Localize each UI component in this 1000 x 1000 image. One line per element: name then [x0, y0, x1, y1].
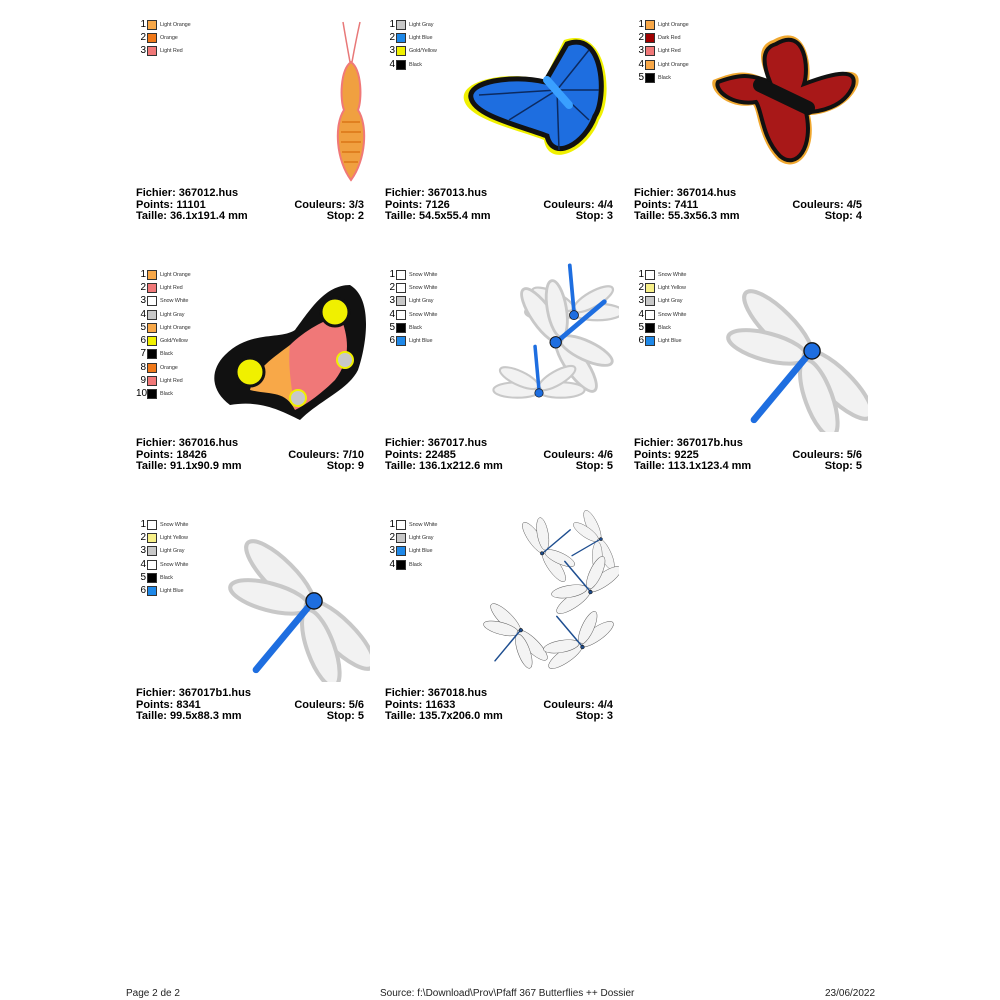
stop-count: Stop: 5 [824, 460, 862, 472]
design-card-caterpillar [130, 10, 370, 230]
stop-count: Stop: 4 [824, 210, 862, 222]
color-swatch [396, 46, 406, 56]
legend-row [634, 295, 686, 308]
stitch-points: Points: 18426 [136, 448, 207, 461]
color-name: Light Yellow [160, 534, 188, 541]
legend-row [634, 268, 686, 281]
color-swatch [396, 336, 406, 346]
legend-row [136, 31, 191, 44]
color-index: 10 [136, 388, 148, 400]
color-name: Light Blue [658, 338, 682, 345]
color-index: 9 [140, 375, 146, 387]
color-swatch [147, 33, 157, 43]
file-name: Fichier: 367017.hus [385, 437, 488, 449]
color-name: Light Blue [160, 588, 184, 595]
legend-row [385, 31, 437, 44]
color-index: 4 [638, 308, 644, 320]
legend-row [136, 321, 191, 334]
design-info [634, 188, 862, 223]
color-index: 1 [140, 18, 146, 30]
color-count: Couleurs: 4/5 [792, 198, 862, 211]
stitch-points: Points: 9225 [634, 448, 699, 461]
color-swatch [396, 546, 406, 556]
blue-butterfly-icon [449, 10, 619, 182]
legend-row [634, 45, 689, 58]
color-swatch [396, 33, 406, 43]
source-path: Source: f:\Download\Prov\Pfaff 367 Butterflies ++ Dossier [380, 988, 635, 999]
color-name: Light Orange [658, 21, 689, 28]
color-index: 2 [389, 31, 395, 43]
color-name: Light Gray [409, 534, 434, 541]
stitch-points: Points: 7126 [385, 198, 450, 211]
color-index: 5 [140, 571, 146, 583]
color-index: 2 [638, 31, 644, 43]
design-size: Taille: 36.1x191.4 mm [136, 210, 248, 222]
design-card-dragonfly [130, 510, 370, 730]
legend-row [136, 571, 188, 584]
color-swatch [645, 296, 655, 306]
color-name: Light Orange [160, 271, 191, 278]
legend-row [136, 18, 191, 31]
print-date: 23/06/2022 [825, 988, 876, 999]
color-index: 3 [140, 295, 146, 307]
color-swatch [147, 533, 157, 543]
color-legend [634, 18, 689, 84]
color-index: 1 [140, 268, 146, 280]
color-name: Light Yellow [658, 284, 686, 291]
color-name: Snow White [160, 561, 189, 568]
color-name: Snow White [658, 311, 687, 318]
file-name: Fichier: 367013.hus [385, 187, 488, 199]
color-swatch [147, 296, 157, 306]
color-swatch [147, 520, 157, 530]
color-swatch [396, 310, 406, 320]
color-index: 4 [638, 58, 644, 70]
color-legend [136, 518, 188, 598]
color-swatch [645, 33, 655, 43]
legend-row [136, 308, 191, 321]
color-swatch [645, 73, 655, 83]
design-card-dragonfly-swarm [379, 510, 619, 730]
design-info [634, 438, 862, 473]
stitch-points: Points: 11633 [385, 698, 456, 711]
color-name: Snow White [409, 521, 438, 528]
legend-row [634, 18, 689, 31]
legend-row [634, 321, 686, 334]
color-name: Snow White [409, 271, 438, 278]
file-name: Fichier: 367017b.hus [634, 437, 743, 449]
color-index: 2 [638, 281, 644, 293]
color-index: 3 [638, 295, 644, 307]
color-index: 3 [389, 45, 395, 57]
color-swatch [147, 270, 157, 280]
color-index: 2 [140, 281, 146, 293]
legend-row [634, 58, 689, 71]
stitch-points: Points: 8341 [136, 698, 201, 711]
caterpillar-icon [200, 10, 370, 182]
legend-row [385, 531, 437, 544]
color-count: Couleurs: 5/6 [294, 698, 364, 711]
color-name: Black [160, 391, 173, 398]
color-swatch [396, 323, 406, 333]
design-size: Taille: 91.1x90.9 mm [136, 460, 242, 472]
color-index: 1 [389, 18, 395, 30]
color-index: 2 [140, 31, 146, 43]
color-legend [136, 268, 191, 401]
red-butterfly-icon [698, 10, 868, 182]
color-swatch [396, 283, 406, 293]
color-swatch [396, 20, 406, 30]
color-index: 3 [140, 45, 146, 57]
color-count: Couleurs: 3/3 [294, 198, 364, 211]
color-name: Light Blue [409, 34, 433, 41]
color-index: 6 [140, 585, 146, 597]
color-legend [136, 18, 191, 58]
color-swatch [147, 573, 157, 583]
color-count: Couleurs: 5/6 [792, 448, 862, 461]
legend-row [136, 545, 188, 558]
legend-row [136, 531, 188, 544]
color-index: 8 [140, 361, 146, 373]
color-index: 3 [638, 45, 644, 57]
legend-row [136, 281, 191, 294]
color-index: 5 [389, 321, 395, 333]
color-index: 3 [389, 545, 395, 557]
color-legend [634, 268, 686, 348]
color-name: Light Orange [658, 61, 689, 68]
design-size: Taille: 55.3x56.3 mm [634, 210, 740, 222]
design-info [385, 188, 613, 223]
color-name: Gold/Yellow [409, 48, 437, 55]
color-swatch [396, 296, 406, 306]
color-name: Snow White [409, 311, 438, 318]
color-name: Light Gray [409, 298, 434, 305]
color-index: 1 [638, 268, 644, 280]
color-swatch [147, 20, 157, 30]
color-index: 1 [140, 518, 146, 530]
design-size: Taille: 135.7x206.0 mm [385, 710, 503, 722]
color-swatch [147, 560, 157, 570]
color-name: Light Gray [160, 311, 185, 318]
legend-row [136, 348, 191, 361]
color-name: Snow White [160, 298, 189, 305]
design-card-red-butterfly [628, 10, 868, 230]
color-index: 3 [389, 295, 395, 307]
legend-row [385, 321, 437, 334]
color-swatch [396, 270, 406, 280]
color-name: Snow White [409, 284, 438, 291]
three-dragonflies-icon [449, 260, 619, 432]
legend-row [136, 558, 188, 571]
legend-row [385, 295, 437, 308]
design-size: Taille: 99.5x88.3 mm [136, 710, 242, 722]
color-index: 4 [389, 558, 395, 570]
legend-row [136, 374, 191, 387]
legend-row [385, 518, 437, 531]
color-index: 6 [140, 335, 146, 347]
color-name: Light Gray [409, 21, 434, 28]
color-swatch [645, 20, 655, 30]
dragonfly-swarm-icon [449, 510, 619, 682]
color-count: Couleurs: 4/4 [543, 698, 613, 711]
color-index: 3 [140, 545, 146, 557]
color-index: 1 [638, 18, 644, 30]
color-count: Couleurs: 4/4 [543, 198, 613, 211]
color-index: 5 [140, 321, 146, 333]
design-info [136, 188, 364, 223]
page-number: Page 2 de 2 [126, 988, 180, 999]
color-index: 2 [389, 531, 395, 543]
color-legend [385, 18, 437, 71]
legend-row [136, 361, 191, 374]
legend-row [634, 71, 689, 84]
color-name: Light Blue [409, 548, 433, 555]
color-index: 4 [140, 558, 146, 570]
legend-row [385, 58, 437, 71]
legend-row [385, 281, 437, 294]
color-swatch [147, 389, 157, 399]
color-swatch [645, 323, 655, 333]
legend-row [136, 268, 191, 281]
color-index: 6 [638, 335, 644, 347]
legend-row [136, 45, 191, 58]
color-name: Dark Red [658, 34, 681, 41]
design-info [136, 438, 364, 473]
color-index: 1 [389, 268, 395, 280]
color-swatch [147, 376, 157, 386]
legend-row [136, 295, 191, 308]
color-swatch [147, 310, 157, 320]
legend-row [385, 45, 437, 58]
legend-row [634, 281, 686, 294]
color-swatch [147, 586, 157, 596]
color-swatch [147, 336, 157, 346]
color-name: Light Blue [409, 338, 433, 345]
stop-count: Stop: 3 [575, 210, 613, 222]
color-name: Orange [160, 34, 178, 41]
color-name: Black [160, 351, 173, 358]
legend-row [136, 584, 188, 597]
color-index: 2 [140, 531, 146, 543]
color-swatch [645, 270, 655, 280]
file-name: Fichier: 367018.hus [385, 687, 488, 699]
color-swatch [645, 310, 655, 320]
color-legend [385, 518, 437, 571]
stitch-points: Points: 11101 [136, 198, 206, 211]
color-name: Black [658, 74, 671, 81]
color-swatch [147, 46, 157, 56]
color-count: Couleurs: 4/6 [543, 448, 613, 461]
color-name: Black [658, 324, 671, 331]
stitch-points: Points: 7411 [634, 198, 699, 211]
file-name: Fichier: 367016.hus [136, 437, 239, 449]
color-swatch [147, 546, 157, 556]
stop-count: Stop: 5 [575, 460, 613, 472]
color-swatch [396, 60, 406, 70]
color-index: 1 [389, 518, 395, 530]
legend-row [136, 518, 188, 531]
color-name: Light Red [658, 48, 681, 55]
design-card-three-dragonflies [379, 260, 619, 480]
stop-count: Stop: 2 [326, 210, 364, 222]
dragonfly-icon [698, 260, 868, 432]
design-size: Taille: 113.1x123.4 mm [634, 460, 752, 472]
color-index: 5 [638, 321, 644, 333]
color-name: Snow White [160, 521, 189, 528]
color-index: 4 [389, 308, 395, 320]
color-index: 2 [389, 281, 395, 293]
color-index: 4 [140, 308, 146, 320]
color-name: Black [409, 61, 422, 68]
design-size: Taille: 136.1x212.6 mm [385, 460, 503, 472]
legend-row [634, 308, 686, 321]
color-swatch [645, 60, 655, 70]
legend-row [634, 334, 686, 347]
color-name: Light Gray [160, 548, 185, 555]
design-info [385, 688, 613, 723]
color-swatch [147, 363, 157, 373]
design-info [385, 438, 613, 473]
design-card-peacock-butterfly [130, 260, 370, 480]
legend-row [634, 31, 689, 44]
color-swatch [147, 323, 157, 333]
legend-row [385, 308, 437, 321]
color-swatch [645, 46, 655, 56]
color-swatch [396, 560, 406, 570]
color-swatch [645, 283, 655, 293]
color-name: Light Orange [160, 21, 191, 28]
color-index: 5 [638, 71, 644, 83]
color-name: Light Red [160, 48, 183, 55]
color-name: Light Orange [160, 324, 191, 331]
stitch-points: Points: 22485 [385, 448, 456, 461]
color-index: 4 [389, 58, 395, 70]
design-size: Taille: 54.5x55.4 mm [385, 210, 491, 222]
color-name: Gold/Yellow [160, 338, 188, 345]
color-swatch [147, 349, 157, 359]
color-name: Light Gray [658, 298, 683, 305]
color-name: Black [409, 561, 422, 568]
color-legend [385, 268, 437, 348]
color-swatch [645, 336, 655, 346]
legend-row [385, 545, 437, 558]
color-name: Orange [160, 364, 178, 371]
design-info [136, 688, 364, 723]
color-name: Black [409, 324, 422, 331]
file-name: Fichier: 367014.hus [634, 187, 737, 199]
color-swatch [396, 533, 406, 543]
dragonfly-icon [200, 510, 370, 682]
legend-row [136, 334, 191, 347]
legend-row [385, 18, 437, 31]
design-card-blue-butterfly [379, 10, 619, 230]
color-swatch [147, 283, 157, 293]
color-name: Light Red [160, 378, 183, 385]
color-swatch [396, 520, 406, 530]
file-name: Fichier: 367012.hus [136, 187, 239, 199]
color-name: Black [160, 574, 173, 581]
legend-row [385, 558, 437, 571]
stop-count: Stop: 3 [575, 710, 613, 722]
legend-row [385, 268, 437, 281]
file-name: Fichier: 367017b1.hus [136, 687, 251, 699]
legend-row [385, 334, 437, 347]
color-name: Light Red [160, 284, 183, 291]
color-index: 6 [389, 335, 395, 347]
color-name: Snow White [658, 271, 687, 278]
legend-row [136, 388, 191, 401]
color-index: 7 [140, 348, 146, 360]
stop-count: Stop: 9 [326, 460, 364, 472]
stop-count: Stop: 5 [326, 710, 364, 722]
color-count: Couleurs: 7/10 [288, 448, 364, 461]
design-card-dragonfly [628, 260, 868, 480]
peacock-butterfly-icon [200, 260, 370, 432]
